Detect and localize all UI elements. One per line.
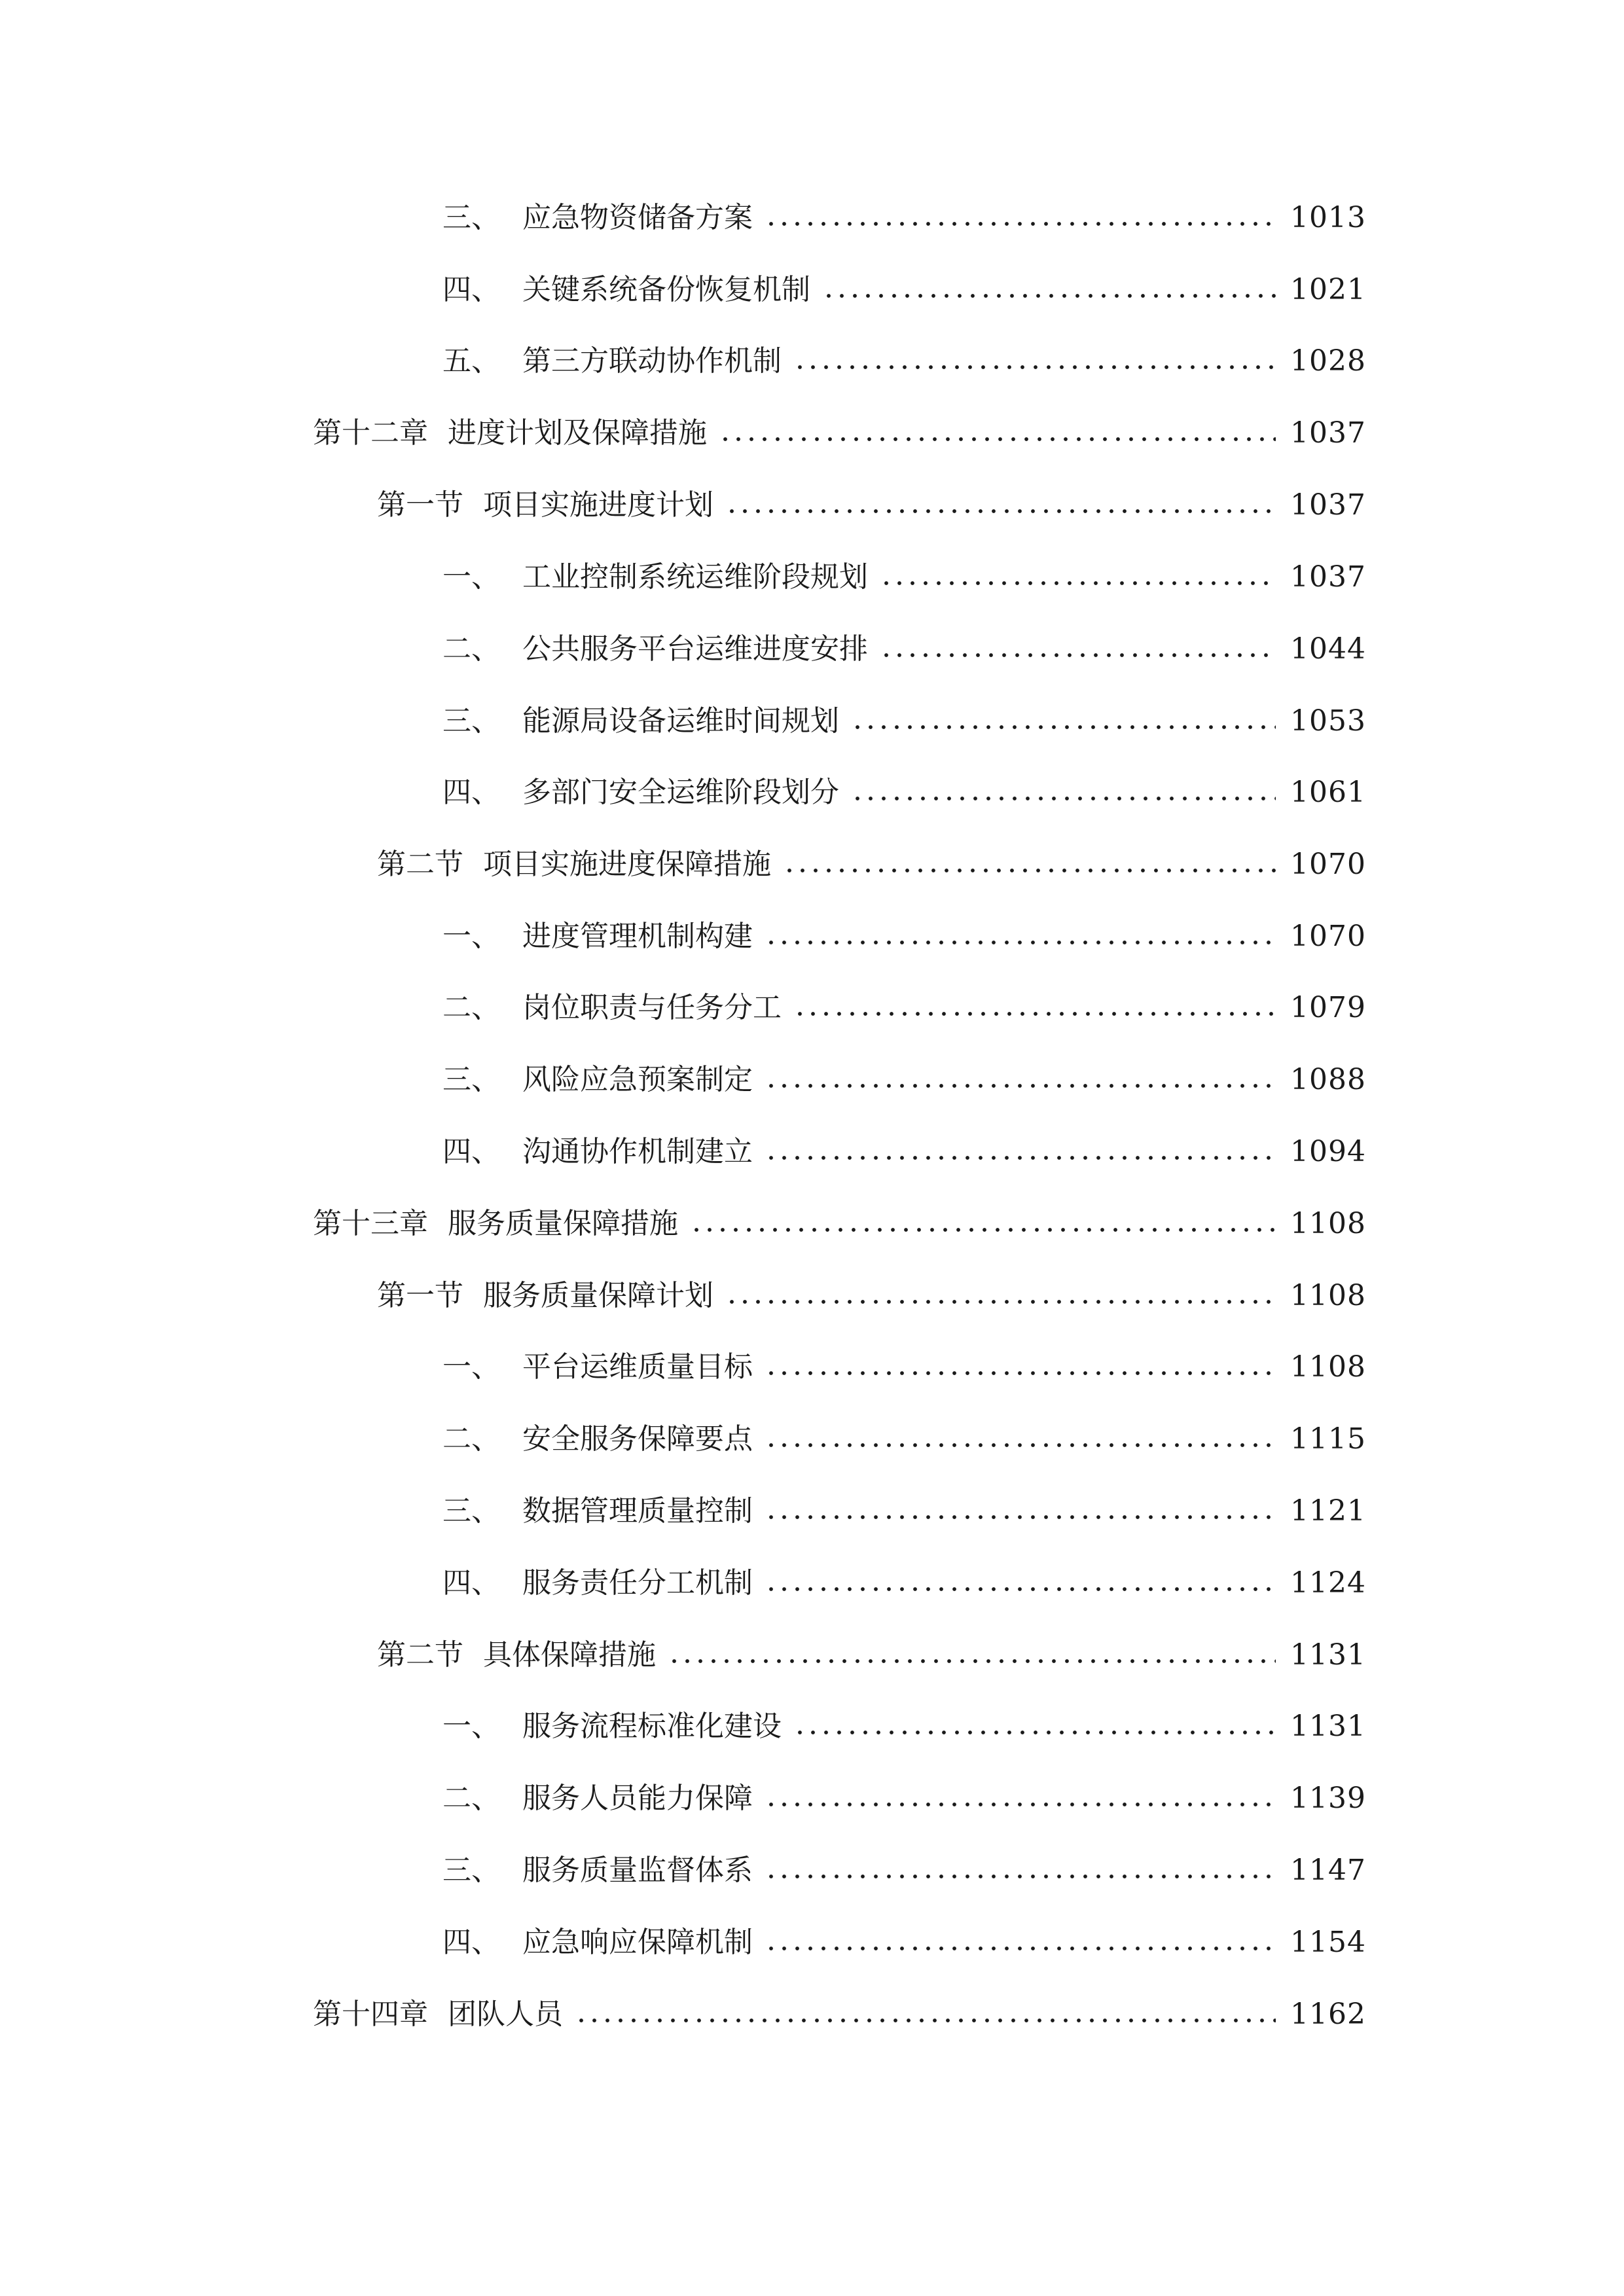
dot-leader [765,1515,1276,1519]
toc-entry[interactable] [442,982,1366,1034]
entry-number: 一、 [442,920,500,953]
dot-leader [765,1946,1276,1950]
entry-page-number: 1037 [1290,416,1366,450]
chapter-number: 第十二章 [313,416,428,450]
entry-number: 四、 [442,1566,500,1600]
toc-entry[interactable] [442,695,1366,747]
dot-leader [793,1012,1276,1016]
entry-title: 平台运维质量目标 [522,1350,753,1384]
entry-number: 四、 [442,776,500,809]
entry-title: 多部门安全运维阶段划分 [522,776,839,809]
entry-title: 服务质量保障计划 [483,1279,713,1312]
dot-leader [765,222,1276,226]
entry-title: 公共服务平台运维进度安排 [522,632,868,666]
entry-title: 关键系统备份恢复机制 [522,273,810,306]
dot-leader [719,437,1276,441]
toc-entry[interactable] [442,1772,1366,1825]
entry-page-number: 1124 [1290,1566,1366,1600]
entry-number: 四、 [442,1926,500,1959]
toc-entry[interactable] [442,1413,1366,1465]
entry-title: 第三方联动协作机制 [522,344,782,378]
entry-number: 三、 [442,201,500,234]
entry-number: 四、 [442,1135,500,1168]
entry-title: 应急响应保障机制 [522,1926,753,1959]
dot-leader [765,1803,1276,1806]
dot-leader [765,1443,1276,1447]
entry-number: 二、 [442,1782,500,1815]
entry-page-number: 1121 [1290,1494,1366,1528]
entry-title: 服务质量保障措施 [448,1207,678,1240]
chapter-number: 第十四章 [313,1998,428,2031]
toc-entry[interactable] [442,1054,1366,1106]
toc-chapter-entry[interactable] [313,1988,1366,2041]
toc-entry[interactable] [442,766,1366,819]
dot-leader [851,725,1276,729]
entry-page-number: 1037 [1290,560,1366,594]
toc-entry[interactable] [442,551,1366,603]
entry-number: 二、 [442,1422,500,1456]
dot-leader [793,365,1276,369]
toc-entry[interactable] [442,623,1366,675]
entry-number: 三、 [442,1854,500,1887]
toc-entry[interactable] [442,910,1366,963]
entry-title: 具体保障措施 [483,1638,656,1672]
entry-title: 安全服务保障要点 [522,1422,753,1456]
entry-page-number: 1154 [1290,1926,1366,1959]
section-number: 第一节 [377,1279,463,1312]
section-number: 第二节 [377,1638,463,1672]
entry-title: 数据管理质量控制 [522,1494,753,1528]
toc-section-entry[interactable] [377,1629,1366,1681]
entry-page-number: 1147 [1290,1854,1366,1887]
dot-leader [822,294,1276,298]
entry-title: 风险应急预案制定 [522,1063,753,1096]
dot-leader [765,1371,1276,1375]
entry-title: 能源局设备运维时间规划 [522,704,839,738]
toc-entry[interactable] [442,264,1366,316]
toc-entry[interactable] [442,1126,1366,1178]
toc-section-entry[interactable] [377,1270,1366,1322]
entry-title: 进度管理机制构建 [522,920,753,953]
toc-entry[interactable] [442,1844,1366,1897]
entry-page-number: 1115 [1290,1422,1366,1456]
toc-entry[interactable] [442,1341,1366,1393]
toc-entry[interactable] [442,1916,1366,1969]
dot-leader [575,2018,1276,2022]
entry-number: 一、 [442,560,500,594]
dot-leader [765,1156,1276,1160]
entry-title: 团队人员 [448,1998,563,2031]
dot-leader [793,1731,1276,1734]
entry-page-number: 1162 [1290,1998,1366,2031]
entry-page-number: 1021 [1290,273,1366,306]
entry-page-number: 1131 [1290,1638,1366,1672]
entry-number: 二、 [442,991,500,1024]
entry-page-number: 1131 [1290,1710,1366,1743]
entry-title: 服务责任分工机制 [522,1566,753,1600]
entry-page-number: 1094 [1290,1135,1366,1168]
dot-leader [765,1874,1276,1878]
entry-page-number: 1037 [1290,488,1366,522]
entry-number: 四、 [442,273,500,306]
toc-entry[interactable] [442,1557,1366,1609]
toc-entry[interactable] [442,335,1366,387]
entry-title: 服务人员能力保障 [522,1782,753,1815]
dot-leader [690,1228,1276,1232]
entry-page-number: 1061 [1290,776,1366,809]
entry-title: 工业控制系统运维阶段规划 [522,560,868,594]
entry-title: 沟通协作机制建立 [522,1135,753,1168]
toc-section-entry[interactable] [377,838,1366,891]
dot-leader [765,1587,1276,1591]
chapter-number: 第十三章 [313,1207,428,1240]
dot-leader [725,509,1276,513]
entry-page-number: 1108 [1290,1207,1366,1240]
entry-page-number: 1013 [1290,201,1366,234]
entry-title: 岗位职责与任务分工 [522,991,782,1024]
entry-number: 一、 [442,1710,500,1743]
dot-leader [880,653,1276,657]
toc-section-entry[interactable] [377,479,1366,531]
toc-entry[interactable] [442,192,1366,244]
dot-leader [765,1084,1276,1088]
entry-title: 进度计划及保障措施 [448,416,707,450]
dot-leader [668,1659,1276,1663]
entry-number: 一、 [442,1350,500,1384]
entry-title: 服务流程标准化建设 [522,1710,782,1743]
section-number: 第一节 [377,488,463,522]
entry-number: 二、 [442,632,500,666]
entry-title: 项目实施进度计划 [483,488,713,522]
entry-page-number: 1139 [1290,1782,1366,1815]
entry-page-number: 1079 [1290,991,1366,1024]
dot-leader [880,581,1276,585]
dot-leader [725,1300,1276,1304]
entry-page-number: 1108 [1290,1279,1366,1312]
section-number: 第二节 [377,848,463,881]
entry-page-number: 1044 [1290,632,1366,666]
toc-entry[interactable] [442,1485,1366,1537]
entry-number: 三、 [442,704,500,738]
entry-page-number: 1108 [1290,1350,1366,1384]
dot-leader [851,797,1276,800]
entry-page-number: 1070 [1290,848,1366,881]
toc-entry[interactable] [442,1700,1366,1753]
entry-page-number: 1053 [1290,704,1366,738]
entry-title: 项目实施进度保障措施 [483,848,771,881]
entry-page-number: 1028 [1290,344,1366,378]
dot-leader [783,869,1276,872]
dot-leader [765,941,1276,944]
entry-number: 五、 [442,344,500,378]
entry-number: 三、 [442,1494,500,1528]
entry-page-number: 1088 [1290,1063,1366,1096]
toc-chapter-entry[interactable] [313,407,1366,459]
entry-number: 三、 [442,1063,500,1096]
toc-chapter-entry[interactable] [313,1198,1366,1250]
entry-title: 服务质量监督体系 [522,1854,753,1887]
entry-page-number: 1070 [1290,920,1366,953]
entry-title: 应急物资储备方案 [522,201,753,234]
